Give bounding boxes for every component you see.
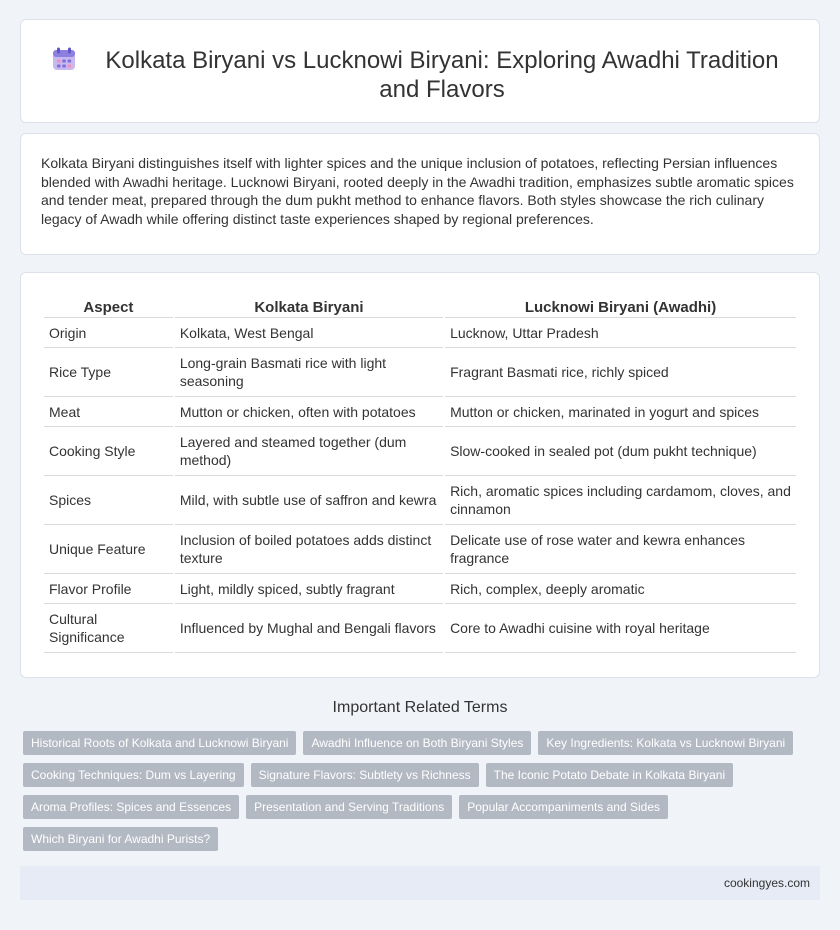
cell-lucknowi: Slow-cooked in sealed pot (dum pukht technique) [445, 427, 796, 476]
cell-lucknowi: Fragrant Basmati rice, richly spiced [445, 348, 796, 397]
header-aspect: Aspect [44, 297, 173, 318]
intro-paragraph: Kolkata Biryani distinguishes itself with lighter spices and the unique inclusion of potatoes, reflecting Persian influences blended with Awadhi heritage. Lucknowi Biryani, rooted deeply in the Awadhi tradition, emphasizes subtle aromatic spices and tender meat, prepared through the dum pukht method to enhance flavors. Both styles showcase the rich culinary legacy of Awadh while offering distinct taste experiences shaped by regional preferences. [41, 155, 794, 227]
cell-lucknowi: Core to Awadhi cuisine with royal heritage [445, 604, 796, 653]
table-row [44, 525, 796, 574]
cell-aspect: Unique Feature [44, 525, 173, 574]
cell-kolkata: Influenced by Mughal and Bengali flavors [175, 604, 443, 653]
cell-lucknowi: Delicate use of rose water and kewra enhances fragrance [445, 525, 796, 574]
page-title: Kolkata Biryani vs Lucknowi Biryani: Exploring Awadhi Tradition and Flavors [105, 47, 779, 103]
related-terms-list [23, 731, 803, 851]
header-card [20, 19, 820, 123]
table-row [44, 397, 796, 427]
table-row [44, 476, 796, 525]
related-term-tag[interactable]: Aroma Profiles: Spices and Essences [23, 795, 239, 819]
related-term-tag[interactable]: Signature Flavors: Subtlety vs Richness [251, 763, 479, 787]
footer [20, 866, 820, 900]
cell-lucknowi: Lucknow, Uttar Pradesh [445, 318, 796, 348]
header-kolkata: Kolkata Biryani [175, 297, 443, 318]
header-lucknowi: Lucknowi Biryani (Awadhi) [445, 297, 796, 318]
cell-aspect: Cultural Significance [44, 604, 173, 653]
related-term-tag[interactable]: Popular Accompaniments and Sides [459, 795, 668, 819]
intro-card [20, 133, 820, 255]
cell-kolkata: Long-grain Basmati rice with light seasoning [175, 348, 443, 397]
cell-aspect: Meat [44, 397, 173, 427]
cell-kolkata: Light, mildly spiced, subtly fragrant [175, 574, 443, 604]
related-term-tag[interactable]: The Iconic Potato Debate in Kolkata Biryani [486, 763, 733, 787]
cell-aspect: Flavor Profile [44, 574, 173, 604]
table-header-row [44, 297, 796, 318]
related-term-tag[interactable]: Historical Roots of Kolkata and Lucknowi Biryani [23, 731, 296, 755]
cell-kolkata: Mild, with subtle use of saffron and kewra [175, 476, 443, 525]
cell-kolkata: Layered and steamed together (dum method) [175, 427, 443, 476]
related-term-tag[interactable]: Presentation and Serving Traditions [246, 795, 452, 819]
table-row [44, 427, 796, 476]
cell-lucknowi: Rich, complex, deeply aromatic [445, 574, 796, 604]
table-row [44, 318, 796, 348]
related-term-tag[interactable]: Key Ingredients: Kolkata vs Lucknowi Biryani [538, 731, 793, 755]
cell-aspect: Spices [44, 476, 173, 525]
table-row [44, 604, 796, 653]
related-terms-heading: Important Related Terms [332, 699, 508, 716]
related-term-tag[interactable]: Awadhi Influence on Both Biryani Styles [303, 731, 531, 755]
cell-lucknowi: Rich, aromatic spices including cardamom, cloves, and cinnamon [445, 476, 796, 525]
cell-kolkata: Inclusion of boiled potatoes adds distinct texture [175, 525, 443, 574]
title-wrap [21, 20, 819, 104]
cell-aspect: Origin [44, 318, 173, 348]
table-row [44, 574, 796, 604]
related-term-tag[interactable]: Which Biryani for Awadhi Purists? [23, 827, 218, 851]
cell-aspect: Cooking Style [44, 427, 173, 476]
cell-kolkata: Mutton or chicken, often with potatoes [175, 397, 443, 427]
cell-kolkata: Kolkata, West Bengal [175, 318, 443, 348]
comparison-table [42, 297, 798, 653]
related-term-tag[interactable]: Cooking Techniques: Dum vs Layering [23, 763, 244, 787]
comparison-card [20, 272, 820, 678]
footer-site-link[interactable]: cookingyes.com [723, 876, 810, 890]
cell-lucknowi: Mutton or chicken, marinated in yogurt and spices [445, 397, 796, 427]
table-row [44, 348, 796, 397]
calendar-icon [51, 46, 77, 72]
cell-aspect: Rice Type [44, 348, 173, 397]
